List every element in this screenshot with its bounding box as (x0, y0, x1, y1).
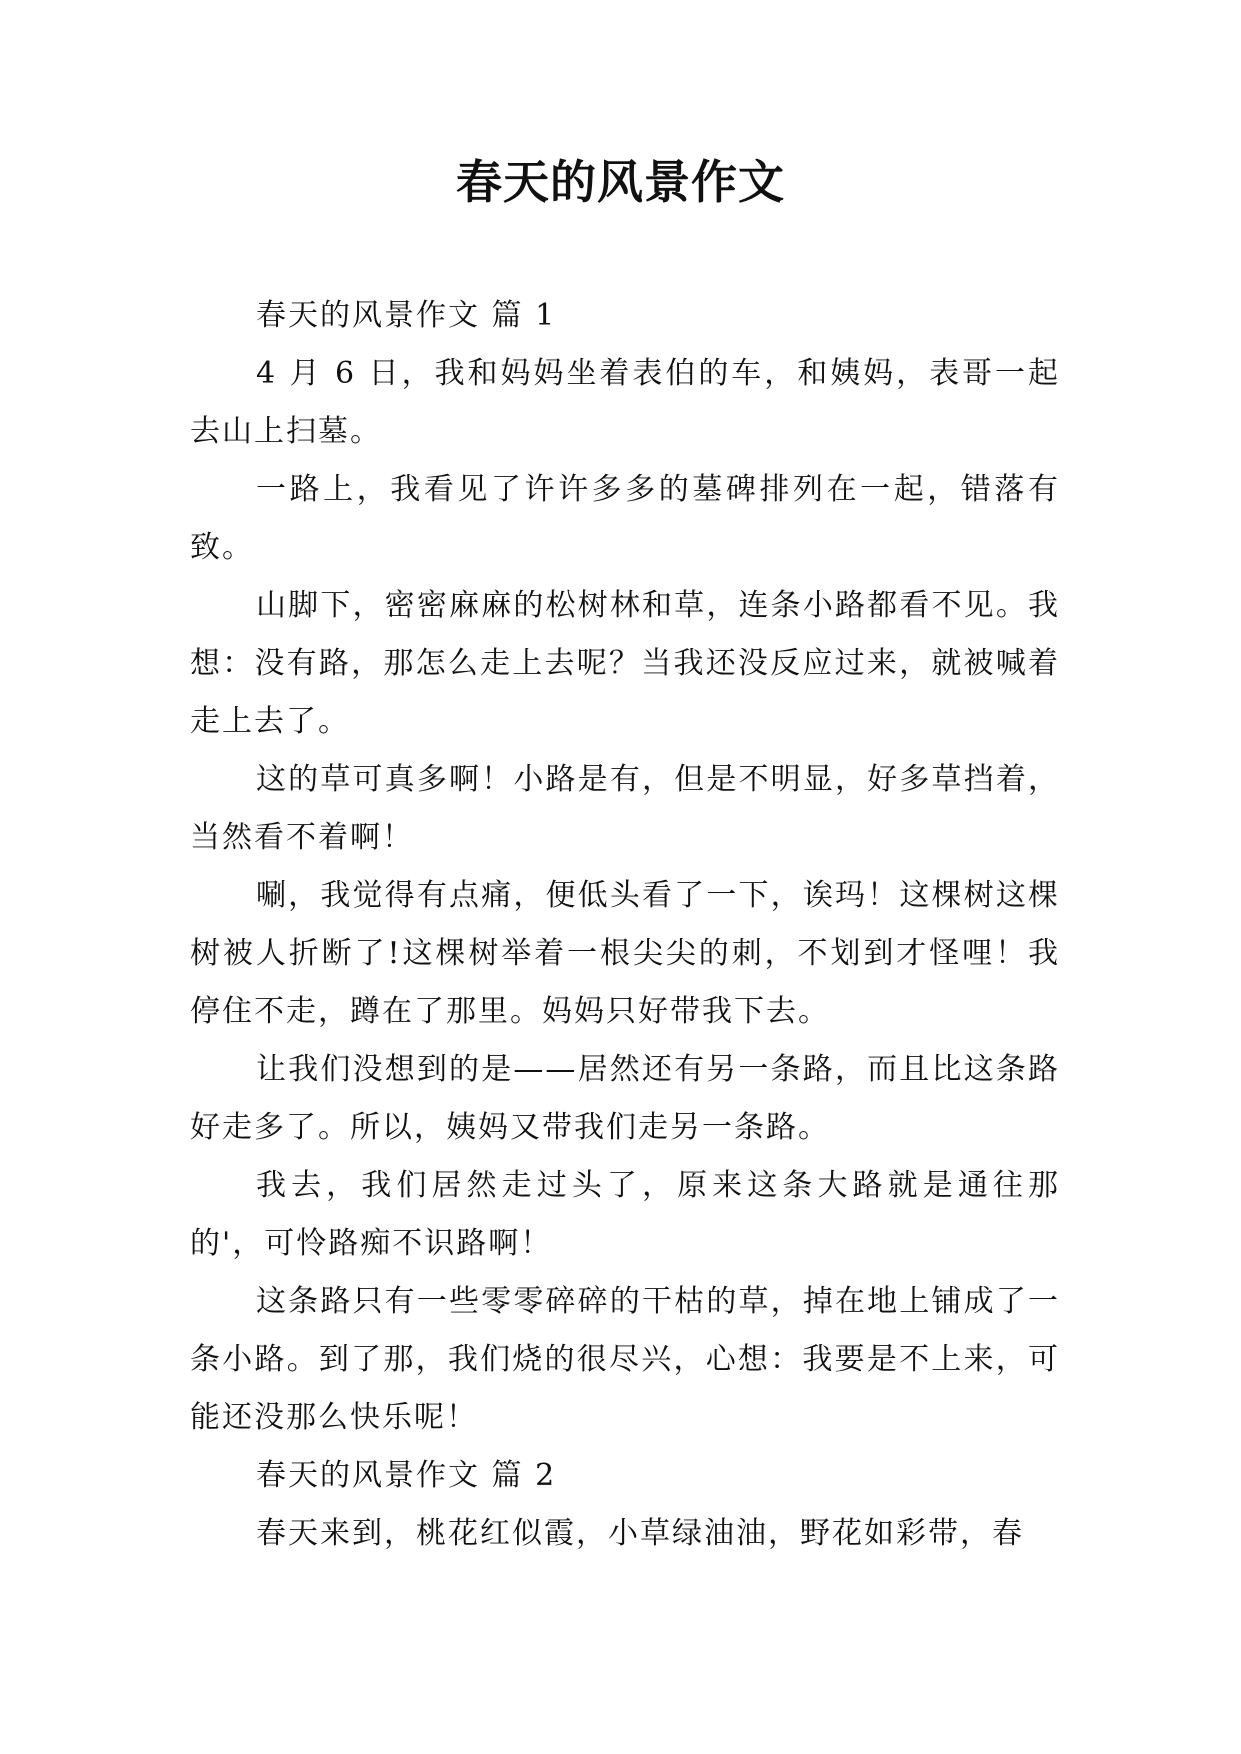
paragraph: 我去，我们居然走过头了，原来这条大路就是通往那的'，可怜路痴不识路啊！ (190, 1168, 1060, 1261)
paragraph: 山脚下，密密麻麻的松树林和草，连条小路都看不见。我想：没有路，那怎么走上去呢？当我还没反应过来，就被喊着走上去了。 (190, 588, 1060, 739)
section-heading-2: 春天的风景作文 篇 2 (256, 1458, 557, 1493)
document-title: 春天的风景作文 (456, 155, 785, 209)
paragraph: 春天来到，桃花红似霞，小草绿油油，野花如彩带，春 (256, 1516, 1024, 1551)
paragraph: 让我们没想到的是——居然还有另一条路，而且比这条路好走多了。所以，姨妈又带我们走另一条路。 (190, 1052, 1060, 1145)
paragraph: 这条路只有一些零零碎碎的干枯的草，掉在地上铺成了一条小路。到了那，我们烧的很尽兴，心想：我要是不上来，可能还没那么快乐呢！ (190, 1284, 1060, 1435)
section-heading-1: 春天的风景作文 篇 1 (256, 298, 557, 333)
paragraph: 这的草可真多啊！小路是有，但是不明显，好多草挡着，当然看不着啊！ (190, 762, 1060, 855)
document-body (190, 287, 1060, 1563)
paragraph: 一路上，我看见了许许多多的墓碑排列在一起，错落有致。 (190, 472, 1060, 565)
paragraph: 唰，我觉得有点痛，便低头看了一下，诶玛！这棵树这棵树被人折断了!这棵树举着一根尖尖的刺，不划到才怪哩！我停住不走，蹲在了那里。妈妈只好带我下去。 (190, 878, 1060, 1029)
paragraph: 4 月 6 日，我和妈妈坐着表伯的车，和姨妈，表哥一起去山上扫墓。 (190, 356, 1060, 449)
